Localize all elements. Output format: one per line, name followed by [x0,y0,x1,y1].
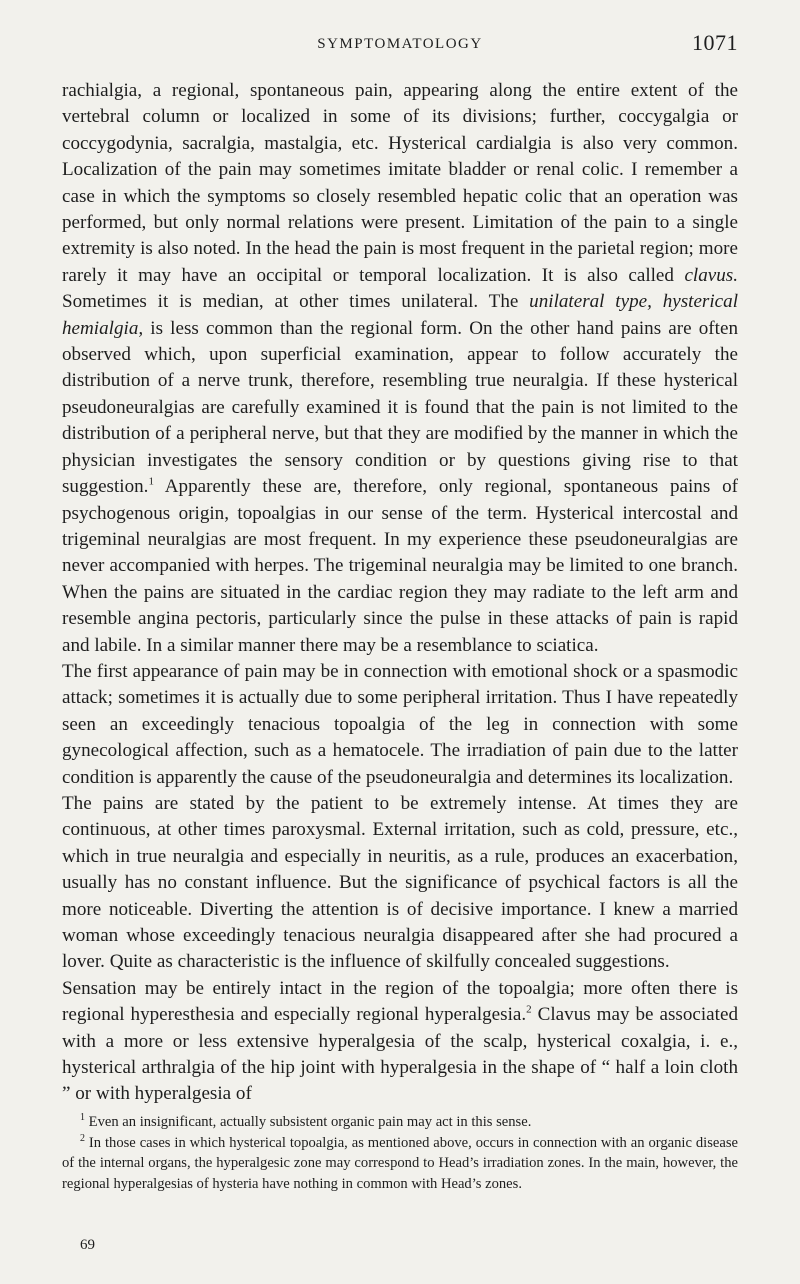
paragraph-4-text-b: Clavus may be associated with a more or less extensive hyperalgesia of the scalp, hysterical coxalgia, i. e., hysterical arthralgia of the hip joint with hyperalgesia in the shape of “ half a loin cloth ” or with hyperalgesia of [62,1004,738,1105]
paragraph-3: The pains are stated by the patient to be extremely intense. At times they are continuous, at other times paroxysmal. External irritation, such as cold, pressure, etc., which in true neuralgia and especially in neuritis, as a rule, produces an exacerbation, usually has no constant influence. But the significance of psychical factors is all the more noticeable. Diverting the attention is of decisive importance. I knew a married woman whose exceedingly tenacious neuralgia disappeared after she had procured a lover. Quite as characteristic is the influence of skilfully concealed suggestions. [62,792,738,973]
paragraph-1-text-d: Apparently these are, therefore, only regional, spontaneous pains of psychogenous origin, topoalgias in our sense of the term. Hysterical intercostal and trigeminal neuralgias are most frequent. In my experience these pseudoneuralgias are never accompanied with herpes. The trigeminal neuralgia may be limited to one branch. When the pains are situated in the cardiac region they may radiate to the left arm and resemble angina pectoris, particularly since the pulse in these attacks of pain is rapid and labile. In a similar manner there may be a resemblance to sciatica. [62,476,738,656]
page-number: 1071 [692,30,738,55]
paragraph-1-text-b: Sometimes it is median, at other times unilateral. The [62,291,530,313]
footnote-ref-1: 1 [148,475,154,488]
footnote-1-mark: 1 [80,1112,85,1124]
footnotes [62,1112,738,1194]
paragraph-1-text-a: rachialgia, a regional, spontaneous pain, appearing along the entire extent of the vertebral column or localized in some of its divisions; further, coccygalgia or coccygodynia, sacralgia, mastalgia, etc. Hysterical cardialgia is also very common. Localization of the pain may sometimes imitate bladder or renal colic. I remember a case in which the symptoms so closely resembled hepatic colic that an operation was performed, but only normal relations were present. Limitation of the pain to a single extremity is also noted. In the head the pain is most frequent in the parietal region; more rarely it may have an occipital or temporal localization. It is also called [62,80,738,286]
footnote-1 [62,1112,738,1133]
term-clavus: clavus. [684,264,738,286]
signature-mark: 69 [80,1237,95,1253]
paragraph-1-text-c: is less common than the regional form. On the other hand pains are often observed which, upon superficial examination, appear to follow accurately the distribution of a nerve trunk, therefore, resembling true neuralgia. If these hysterical pseudoneuralgias are carefully examined it is found that the pain is not limited to the distribution of a peripheral nerve, but that they are modified by the manner in which the physician investigates the sensory condition or by questions giving rise to that suggestion. [62,317,738,498]
footnote-1-text: Even an insignificant, actually subsistent organic pain may act in this sense. [85,1114,532,1130]
footnote-2-mark: 2 [80,1132,85,1144]
paragraph-4 [62,976,738,1108]
body-text [62,78,738,1108]
paragraph-4-text-a: Sensation may be entirely intact in the region of the topoalgia; more often there is regional hyperesthesia and especially regional hyperalgesia. [62,977,738,1026]
running-title: SYMPTOMATOLOGY [317,36,483,52]
paragraph-1 [62,78,738,659]
term-unilateral-type: unilateral type, hysterical hemialgia, [62,291,738,339]
running-head [62,28,738,62]
footnote-ref-2: 2 [526,1003,532,1016]
footnote-2 [62,1133,738,1195]
footnote-2-text: In those cases in which hysterical topoalgia, as mentioned above, occurs in connection with an organic disease of the internal organs, the hyperalgesic zone may correspond to Head’s irradiation zones. In the main, however, the regional hyperalgesias of hysteria have nothing in common with Head’s zones. [62,1134,738,1192]
paragraph-2: The first appearance of pain may be in connection with emotional shock or a spasmodic attack; sometimes it is actually due to some peripheral irritation. Thus I have repeatedly seen an exceedingly tenacious topoalgia of the leg in connection with some gynecological affection, such as a hematocele. The irradiation of pain due to the latter condition is apparently the cause of the pseudoneuralgia and determines its localization. [62,660,738,788]
